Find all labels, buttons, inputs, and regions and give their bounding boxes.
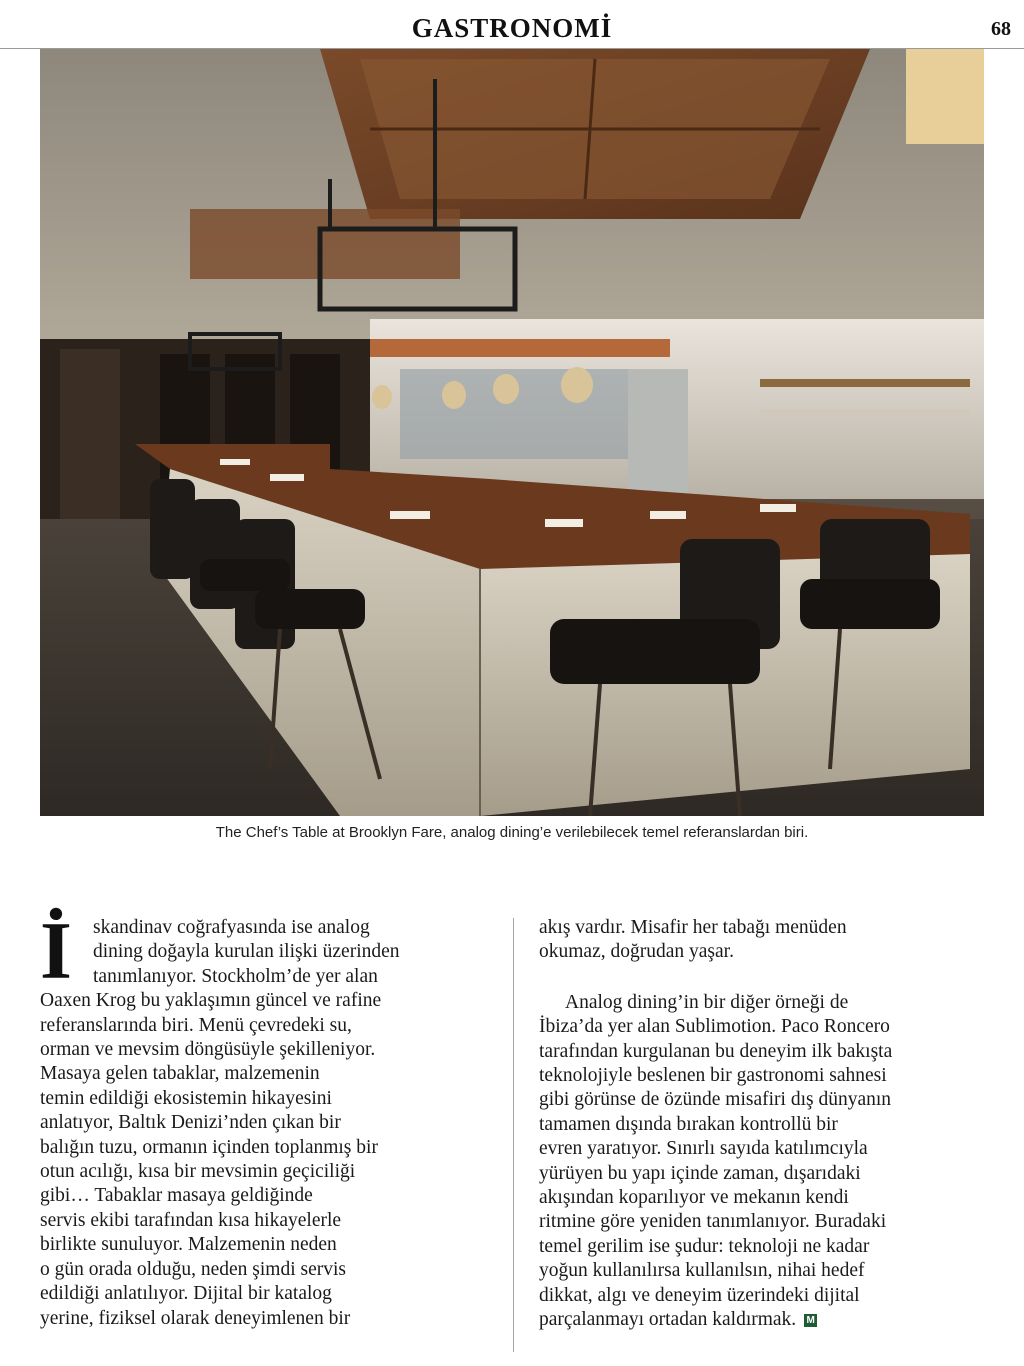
text-line: akışından koparılıyor ve mekanın kendi [539, 1187, 849, 1209]
text-line: Masaya gelen tabaklar, malzemenin [40, 1063, 320, 1085]
text-line: tanımlanıyor. Stockholm’de yer alan [93, 965, 378, 987]
text-line: referanslarında biri. Menü çevredeki su, [40, 1014, 352, 1036]
text-line: Oaxen Krog bu yaklaşımın güncel ve rafine [40, 990, 382, 1012]
page-header [0, 0, 1024, 49]
paragraph-gap [539, 965, 989, 991]
text-line: temin edildiği ekosistemin hikayesini [40, 1087, 332, 1109]
text-line: ritmine göre yeniden tanımlanıyor. Buradaki [539, 1211, 887, 1233]
text-line: temel gerilim ise şudur: teknoloji ne kadar [539, 1235, 870, 1257]
column-divider [513, 918, 514, 1352]
article-left-column [40, 905, 498, 1331]
section-title: GASTRONOMİ [411, 13, 613, 43]
text-line: orman ve mevsim döngüsüyle şekilleniyor. [40, 1039, 376, 1061]
text-line: skandinav coğrafyasında ise analog [93, 917, 370, 938]
text-line: yoğun kullanılırsa kullanılsın, nihai hedef [539, 1260, 865, 1282]
text-line: otun acılığı, kısa bir mevsimin geçiciliği [40, 1161, 356, 1183]
text-line: akış vardır. Misafir her tabağı menüden [539, 917, 847, 938]
end-mark-icon: M [804, 1314, 817, 1327]
text-line: teknolojiyle beslenen bir gastronomi sahnesi [539, 1065, 887, 1087]
text-line: evren yaratıyor. Sınırlı sayıda katılımcıyla [539, 1138, 868, 1160]
text-line: gibi görünse de özünde misafiri dış dünyanın [539, 1089, 892, 1111]
text-line: servis ekibi tarafından kısa hikayelerle [40, 1209, 342, 1231]
text-line: tarafından kurgulanan bu deneyim ilk bakışta [539, 1040, 893, 1062]
text-line: birlikte sunuluyor. Malzemenin neden [40, 1234, 337, 1256]
text-line: dikkat, algı ve deneyim üzerindeki dijital [539, 1284, 860, 1306]
page-number: 68 [991, 18, 1011, 40]
text-line: edildiği anlatılıyor. Dijital bir katalog [40, 1283, 332, 1305]
restaurant-photo [40, 49, 984, 816]
text-line: İbiza’da yer alan Sublimotion. Paco Roncero [539, 1016, 890, 1038]
text-line: tamamen dışında bırakan kontrollü bir [539, 1113, 838, 1135]
drop-cap: İ [40, 905, 72, 996]
photo-caption: The Chef’s Table at Brooklyn Fare, analog dining’e verilebilecek temel referanslardan biri. [215, 824, 809, 841]
last-line-text: parçalanmayı ortadan kaldırmak. [539, 1309, 797, 1331]
text-line: dining doğayla kurulan ilişki üzerinden [93, 941, 400, 963]
text-line: balığın tuzu, ormanın içinden toplanmış bir [40, 1136, 378, 1158]
text-line: gibi… Tabaklar masaya geldiğinde [40, 1185, 313, 1207]
photo-illustration [40, 49, 984, 816]
text-line: yürüyen bu yapı içinde zaman, dışarıdaki [539, 1162, 861, 1184]
text-line: okumaz, doğrudan yaşar. [539, 941, 734, 963]
text-line: anlatıyor, Baltık Denizi’nden çıkan bir [40, 1112, 341, 1134]
text-line: Analog dining’in bir diğer örneği de [565, 991, 849, 1013]
text-line: o gün orada olduğu, neden şimdi servis [40, 1258, 346, 1280]
text-line: yerine, fiziksel olarak deneyimlenen bir [40, 1307, 351, 1329]
article-right-column [539, 916, 989, 1333]
text-line [539, 1308, 989, 1332]
